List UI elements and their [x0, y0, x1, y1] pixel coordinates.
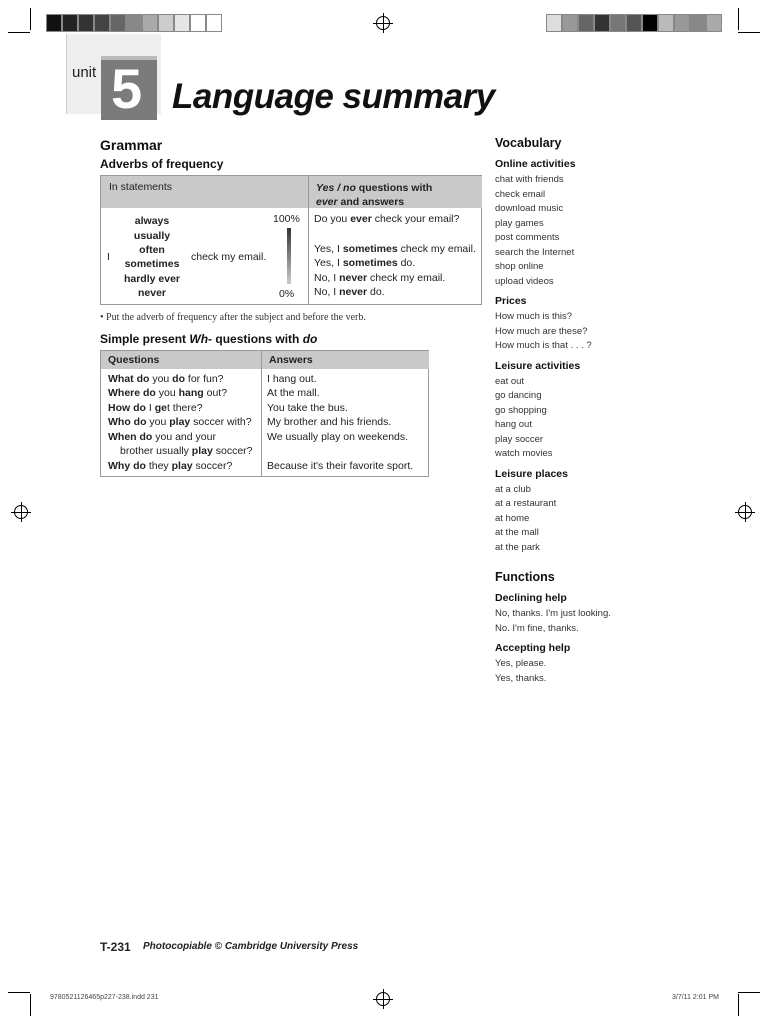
vocabulary-heading: Vocabulary — [495, 136, 562, 150]
col-header-questions: Questions — [108, 354, 160, 366]
question-cell: When do you and your — [108, 431, 216, 443]
col-header-questions: Yes / no questions with ever and answers — [316, 182, 433, 208]
crop-mark — [8, 32, 30, 33]
list-item: at home — [495, 512, 530, 524]
section-title: Leisure activities — [495, 359, 581, 372]
question-cell: How do I get there? — [108, 402, 203, 414]
table-header — [101, 351, 261, 369]
registration-mark — [14, 505, 28, 519]
section-title: Prices — [495, 295, 527, 307]
wh-questions-table — [100, 350, 429, 477]
list-item: at the mall — [495, 527, 539, 538]
list-item: upload videos — [495, 275, 554, 287]
section-title: Accepting help — [495, 642, 571, 654]
answer-cell: Because it's their favorite sport. — [267, 460, 414, 472]
adverb: sometimes — [124, 258, 180, 270]
scale-top-label: 100% — [273, 213, 300, 225]
section-title: Declining help — [495, 592, 567, 604]
list-item: How much are these? — [495, 325, 588, 337]
question-cell: Who do you play soccer with? — [108, 416, 252, 428]
section-title: Online activities — [495, 158, 576, 170]
question-cell: brother usually play soccer? — [120, 445, 253, 457]
list-item: post comments — [495, 232, 560, 243]
crop-mark — [738, 994, 739, 1016]
list-item: at a club — [495, 483, 531, 495]
question-cell: What do you do for fun? — [108, 373, 224, 385]
unit-label: unit — [72, 64, 97, 81]
list-item: shop online — [495, 261, 544, 272]
crop-mark — [8, 992, 30, 993]
table-divider — [261, 369, 262, 476]
answer-line: Yes, I sometimes do. — [314, 257, 416, 269]
adverbs-table — [100, 175, 482, 305]
list-item: No, thanks. I'm just looking. — [495, 608, 611, 619]
adverb: always — [134, 215, 170, 227]
answer-line: Yes, I sometimes check my email. — [314, 243, 476, 255]
list-item: No. I'm fine, thanks. — [495, 622, 579, 634]
registration-mark — [376, 992, 390, 1006]
list-item: Yes, thanks. — [495, 672, 547, 684]
list-item: check email — [495, 188, 546, 200]
crop-mark — [738, 992, 760, 993]
list-item: watch movies — [495, 448, 553, 459]
grammar-note: • Put the adverb of frequency after the subject and before the verb. — [100, 312, 366, 323]
adverbs-heading: Adverbs of frequency — [100, 157, 224, 171]
table-header — [261, 351, 429, 369]
col-header-statements: In statements — [109, 181, 173, 193]
registration-mark — [376, 16, 390, 30]
answer-line: No, I never check my email. — [314, 272, 446, 284]
statement-tail: check my email. — [191, 251, 267, 263]
functions-heading: Functions — [495, 570, 555, 584]
list-item: How much is that . . . ? — [495, 340, 592, 351]
color-bar-right — [546, 14, 722, 32]
answer-cell: We usually play on weekends. — [267, 431, 409, 443]
table-header — [101, 176, 308, 208]
question-cell: Why do they play soccer? — [108, 460, 233, 472]
question-cell: Where do you hang out? — [108, 387, 228, 399]
crop-mark — [738, 8, 739, 30]
grammar-heading: Grammar — [100, 137, 163, 153]
scale-bottom-label: 0% — [279, 288, 295, 300]
wh-questions-heading: Simple present Wh- questions with do — [100, 332, 318, 346]
page-title: Language summary — [172, 77, 495, 116]
adverb: usually — [133, 230, 171, 242]
crop-mark — [738, 32, 760, 33]
answer-cell: You take the bus. — [267, 402, 348, 414]
list-item: at the park — [495, 541, 540, 553]
crop-mark — [30, 994, 31, 1016]
col-header-answers: Answers — [269, 354, 313, 366]
list-item: How much is this? — [495, 311, 573, 322]
color-bar-left — [46, 14, 222, 32]
list-item: play soccer — [495, 433, 544, 445]
answer-cell: I hang out. — [267, 373, 317, 385]
answer-cell: At the mall. — [267, 387, 320, 399]
statement-subject: I — [107, 251, 110, 263]
adverb: often — [139, 244, 165, 256]
adverb: never — [137, 287, 167, 299]
list-item: download music — [495, 203, 564, 214]
unit-number: 5 — [111, 57, 143, 120]
list-item: go shopping — [495, 404, 547, 416]
list-item: Yes, please. — [495, 658, 547, 669]
registration-mark — [738, 505, 752, 519]
file-slug: 9780521126465p227-238.indd 231 — [50, 994, 159, 1001]
section-title: Leisure places — [495, 467, 568, 480]
table-divider — [308, 208, 309, 304]
frequency-scale-bar — [287, 228, 291, 284]
crop-mark — [30, 8, 31, 30]
page-number: T-231 — [100, 940, 131, 954]
list-item: hang out — [495, 419, 532, 430]
answer-line: No, I never do. — [314, 286, 385, 298]
answer-cell: My brother and his friends. — [267, 416, 392, 428]
list-item: search the Internet — [495, 246, 575, 258]
adverb: hardly ever — [123, 273, 181, 285]
list-item: go dancing — [495, 390, 542, 401]
list-item: chat with friends — [495, 174, 564, 185]
copyright-line: Photocopiable © Cambridge University Press — [143, 941, 359, 952]
answer-line: Do you ever check your email? — [314, 213, 460, 225]
list-item: play games — [495, 217, 544, 229]
table-header — [308, 176, 482, 208]
date-slug: 3/7/11 2:01 PM — [672, 994, 719, 1001]
list-item: eat out — [495, 375, 525, 387]
list-item: at a restaurant — [495, 498, 557, 509]
